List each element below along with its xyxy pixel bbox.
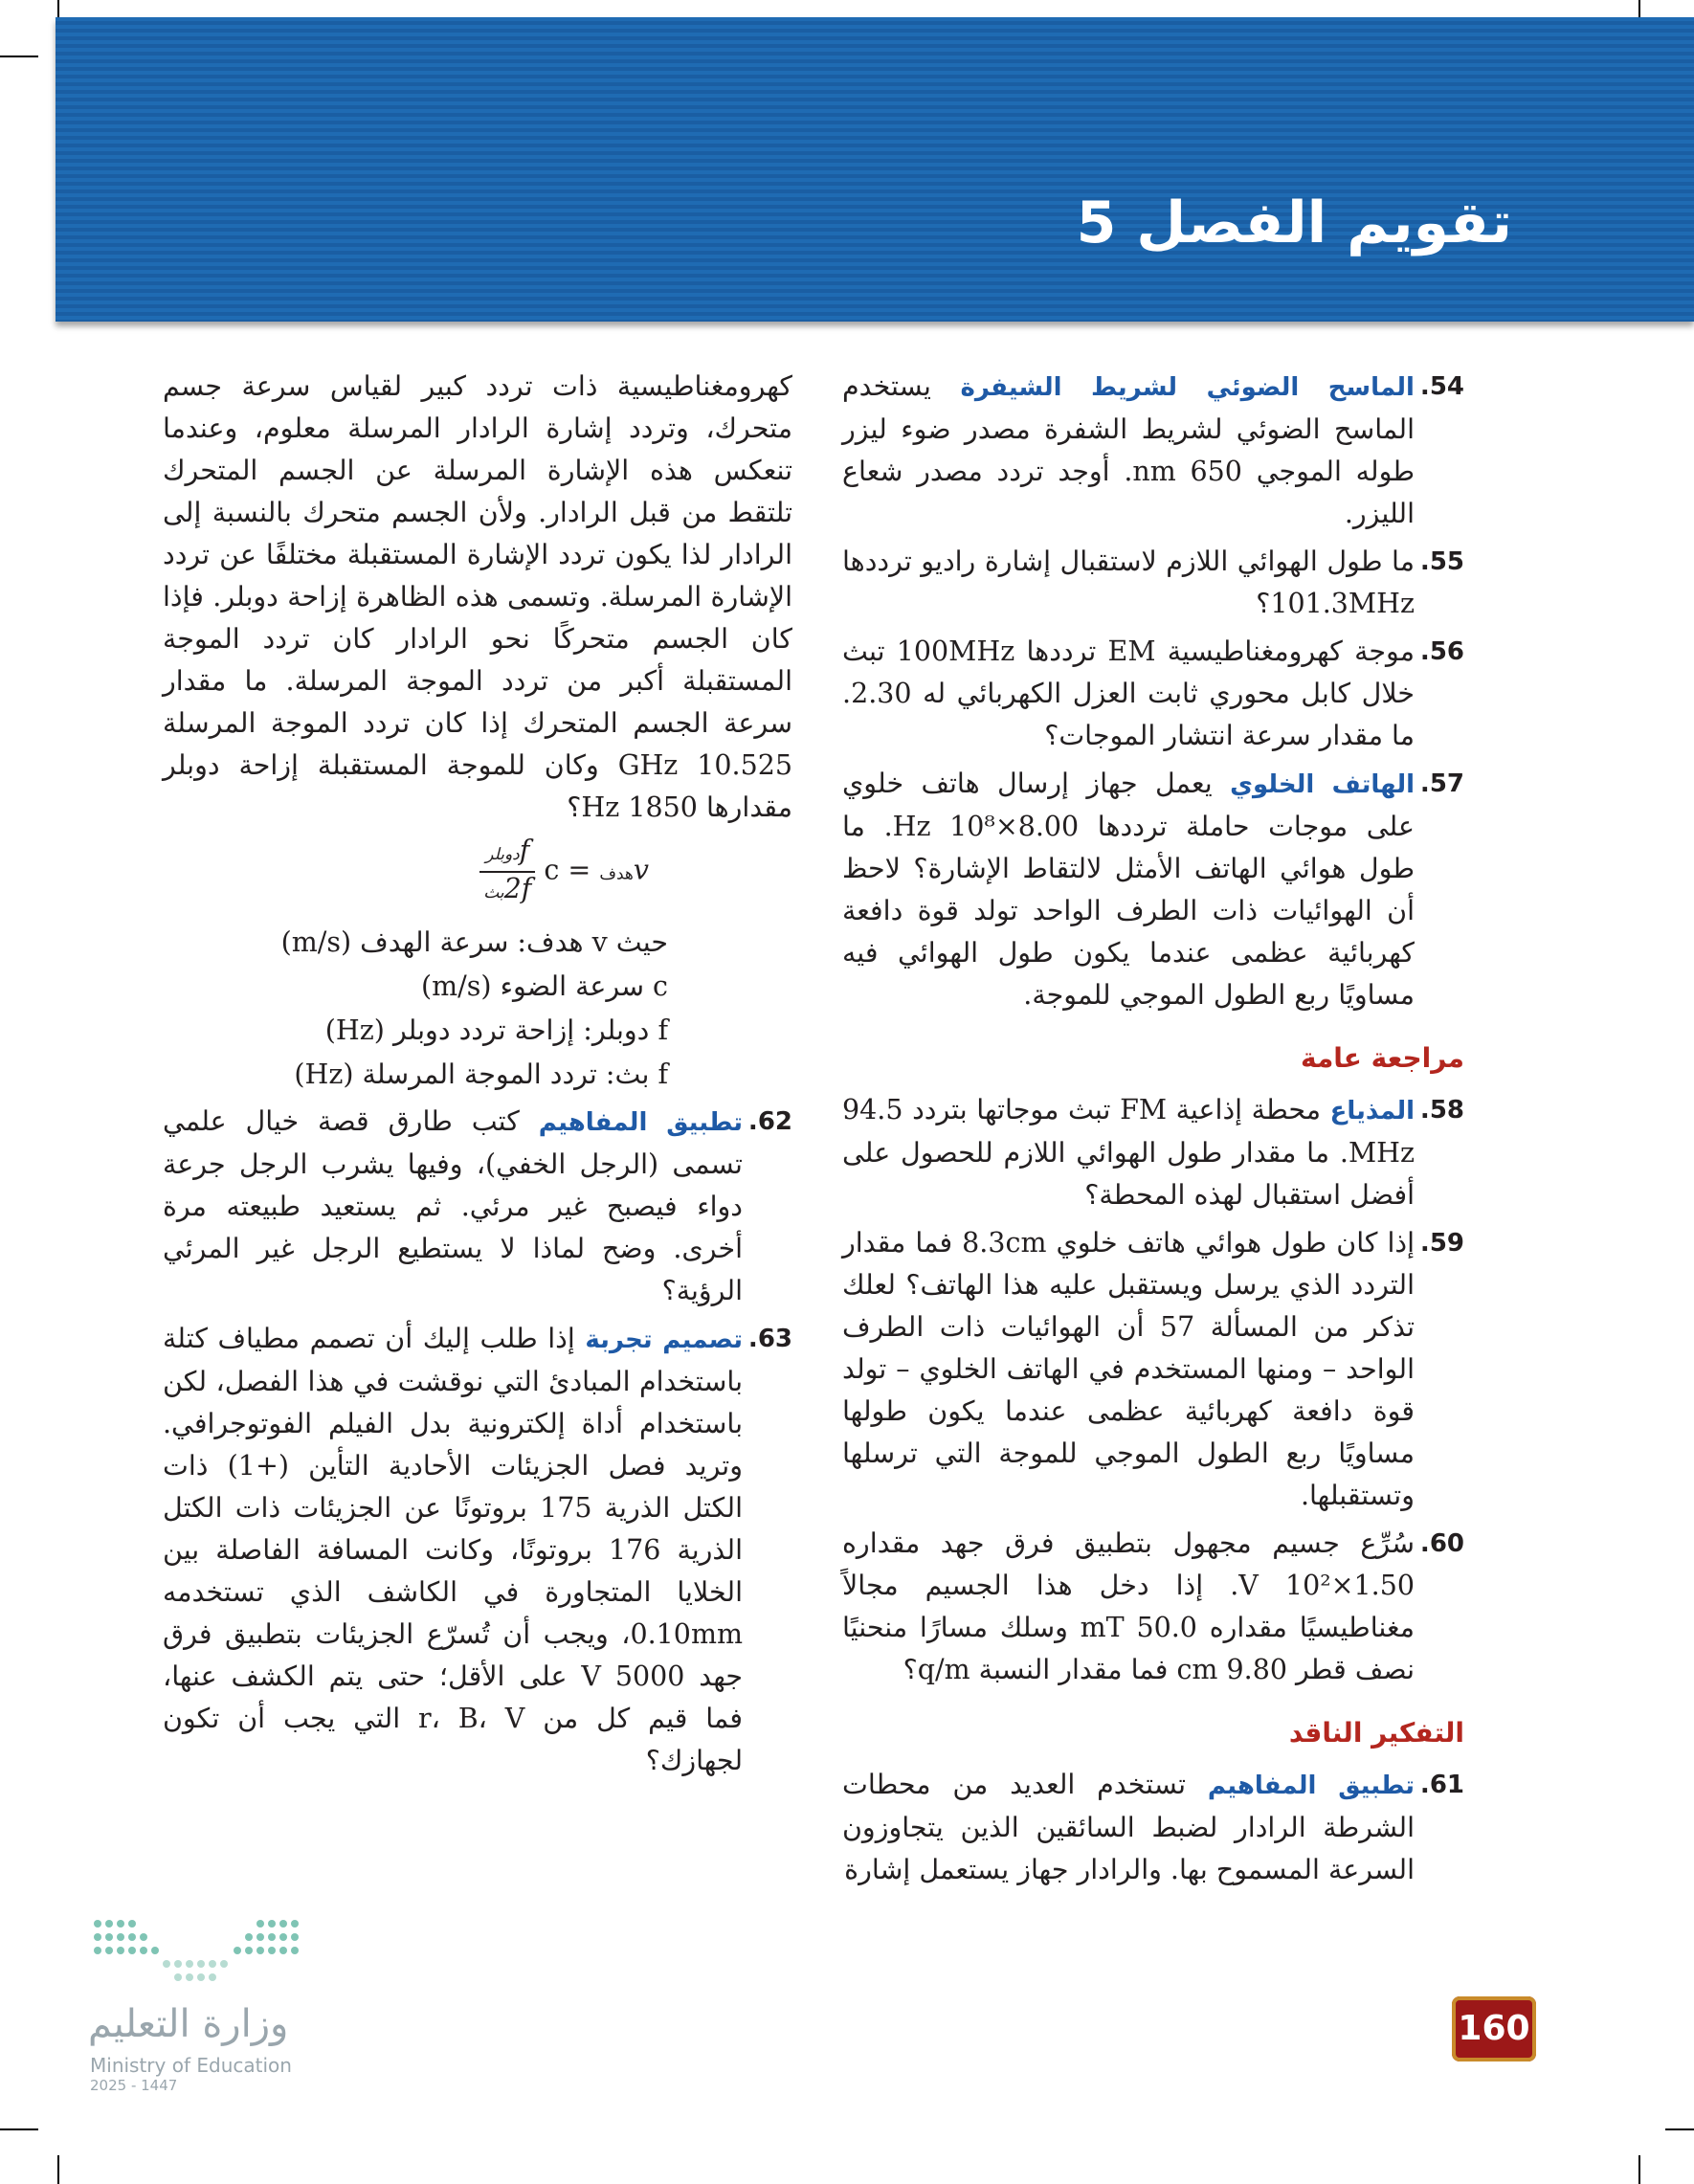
- question-number: 63.: [747, 1325, 792, 1353]
- question-number: 59.: [1419, 1229, 1464, 1258]
- question-63: [163, 1318, 792, 1782]
- question-62: [163, 1101, 792, 1312]
- question-number: 60.: [1419, 1529, 1464, 1558]
- question-number: 61.: [1419, 1771, 1464, 1799]
- question-text: موجة كهرومغناطيسية EM ترددها 100MHz تبث خلال كابل محوري ثابت العزل الكهربائي له 2.30. ما مقدار سرعة انتشار الموجات؟: [842, 635, 1415, 751]
- question-number: 56.: [1419, 637, 1464, 666]
- formula-numerator: fدوبلر: [479, 835, 535, 873]
- crop-mark: [0, 56, 38, 57]
- question-61: [842, 1764, 1464, 1891]
- question-text: تستخدم العديد من محطات الشرطة الرادار لضبط السائقين الذين يتجاوزون السرعة المسموح بها. والرادار جهاز يستعمل إشارة: [842, 1769, 1415, 1885]
- question-number: 57.: [1419, 769, 1464, 798]
- question-55: [842, 541, 1464, 625]
- question-number: 55.: [1419, 547, 1464, 576]
- section-heading-general-review: مراجعة عامة: [1300, 1042, 1464, 1074]
- question-58: [842, 1089, 1464, 1216]
- logo-dots-icon: [88, 1914, 308, 1991]
- definition-line: f دوبلر: إزاحة تردد دوبلر (Hz): [324, 1014, 668, 1046]
- formula-lhs-sub: هدف: [599, 864, 634, 884]
- question-text: محطة إذاعية FM تبث موجاتها بتردد 94.5 MHz. ما مقدار طول الهوائي اللازم للحصول على أفضل استقبال لهذه المحطة؟: [842, 1094, 1415, 1211]
- question-57: [842, 763, 1464, 1016]
- definition-line: f بث: تردد الموجة المرسلة (Hz): [294, 1059, 668, 1090]
- question-tag: تطبيق المفاهيم: [538, 1108, 743, 1137]
- doppler-formula: [163, 835, 792, 913]
- question-text: يعمل جهاز إرسال هاتف خلوي على موجات حاملة ترددها 8.00×10⁸ Hz. ما طول هوائي الهاتف الأمثل لالتقاط الإشارة؟ لاحظ أن الهوائيات ذات الطرف الواحد تولد قوة دافعة كهربائية عظمى عندما يكون طول الهوائي فيه مساويًا ربع الطول الموجي للموجة.: [842, 768, 1415, 1011]
- question-tag: المذياع: [1329, 1097, 1415, 1125]
- question-tag: تطبيق المفاهيم: [1207, 1772, 1415, 1800]
- question-tag: الماسح الضوئي لشريط الشيفرة: [960, 373, 1415, 402]
- formula-eq: = c: [544, 854, 591, 886]
- question-number: 62.: [747, 1107, 792, 1136]
- question-61-continuation: كهرومغناطيسية ذات تردد كبير لقياس سرعة جسم متحرك، وتردد إشارة الرادار المرسلة معلوم، وعندما تنعكس هذه الإشارة المرسلة عن الجسم المتحرك تلتقط من قبل الرادار. ولأن الجسم متحرك بالنسبة إلى الرادار لذا يكون تردد الإشارة المستقبلة مختلفًا عن تردد الإشارة المرسلة. وتسمى هذه الظاهرة إزاحة دوبلر. فإذا كان الجسم متحركًا نحو الرادار كان تردد الموجة المستقبلة أكبر من تردد الموجة المرسلة. ما مقدار سرعة الجسم المتحرك إذا كان تردد الموجة المرسلة 10.525 GHz وكان للموجة المستقبلة إزاحة دوبلر مقدارها 1850 Hz؟: [163, 370, 792, 823]
- question-text: سُرِّع جسيم مجهول بتطبيق فرق جهد مقداره 1.50×10² V. إذا دخل هذا الجسيم مجالاً مغناطيسيًا مقداره 50.0 mT وسلك مسارًا منحنيًا نصف قطر 9.80 cm فما مقدار النسبة q/m؟: [842, 1527, 1415, 1685]
- logo-year-text: 2025 - 1447: [90, 2077, 178, 2094]
- question-tag: الهاتف الخلوي: [1230, 770, 1415, 799]
- question-text: يستخدم الماسح الضوئي لشريط الشفرة مصدر ضوء ليزر طوله الموجي 650 nm. أوجد تردد مصدر شعاع الليزر.: [842, 370, 1415, 529]
- section-heading-critical-thinking: التفكير الناقد: [1288, 1717, 1464, 1749]
- chapter-banner: [56, 17, 1694, 322]
- question-54: [842, 366, 1464, 535]
- question-59: [842, 1222, 1464, 1517]
- crop-mark: [57, 2155, 59, 2184]
- formula-denominator: 2fبث: [483, 873, 532, 904]
- crop-mark: [0, 2128, 38, 2130]
- question-text: إذا كان طول هوائي هاتف خلوي 8.3cm فما مقدار التردد الذي يرسل ويستقبل عليه هذا الهاتف؟ لعلك تذكر من المسألة 57 أن الهوائيات ذات الطرف الواحد – ومنها المستخدم في الهاتف الخلوي – تولد قوة دافعة كهربائية عظمى عندما يكون طولها مساويًا ربع الطول الموجي للموجة التي ترسلها وتستقبلها.: [842, 1227, 1415, 1511]
- question-60: [842, 1523, 1464, 1691]
- ministry-logo: [88, 1914, 308, 2096]
- chapter-title: تقويم الفصل 5: [1076, 189, 1512, 256]
- formula-lhs: v: [633, 854, 649, 886]
- formula-fraction: [479, 835, 535, 909]
- left-column: [163, 366, 792, 1788]
- question-text: إذا طلب إليك أن تصمم مطياف كتلة باستخدام المبادئ التي نوقشت في هذا الفصل، لكن باستخدام أداة إلكترونية بدل الفيلم الفوتوجرافي. وتريد فصل الجزيئات الأحادية التأين (+1) ذات الكتل الذرية 175 بروتونًا عن الجزيئات ذات الكتل الذرية 176 بروتونًا، وكانت المسافة الفاصلة بين الخلايا المتجاورة في الكاشف الذي تستخدمه 0.10mm، ويجب أن تُسرّع الجزيئات بتطبيق فرق جهد 5000 V على الأقل؛ حتى يتم الكشف عنها، فما قيم كل من r، B، V التي يجب أن تكون لجهازك؟: [163, 1323, 743, 1776]
- question-number: 58.: [1419, 1096, 1464, 1125]
- definition-line: c سرعة الضوء (m/s): [421, 970, 668, 1002]
- logo-arabic-text: وزارة التعليم: [88, 2002, 289, 2046]
- logo-english-text: Ministry of Education: [90, 2054, 292, 2077]
- definition-line: حيث v هدف: سرعة الهدف (m/s): [280, 926, 668, 958]
- crop-mark: [1665, 2128, 1694, 2130]
- page-number: 160: [1452, 1996, 1536, 2061]
- question-tag: تصميم تجربة: [585, 1326, 744, 1354]
- crop-mark: [1638, 2155, 1640, 2184]
- question-56: [842, 631, 1464, 757]
- question-text: كتب طارق قصة خيال علمي تسمى (الرجل الخفي)، وفيها يشرب الرجل جرعة دواء فيصبح غير مرئي. ثم يستعيد طبيعته مرة أخرى. وضح لماذا لا يستطيع الرجل غير المرئي الرؤية؟: [163, 1105, 743, 1306]
- right-column: [842, 366, 1464, 1897]
- question-number: 54.: [1419, 372, 1464, 401]
- question-text: ما طول الهوائي اللازم لاستقبال إشارة راديو ترددها 101.3MHz؟: [842, 546, 1415, 619]
